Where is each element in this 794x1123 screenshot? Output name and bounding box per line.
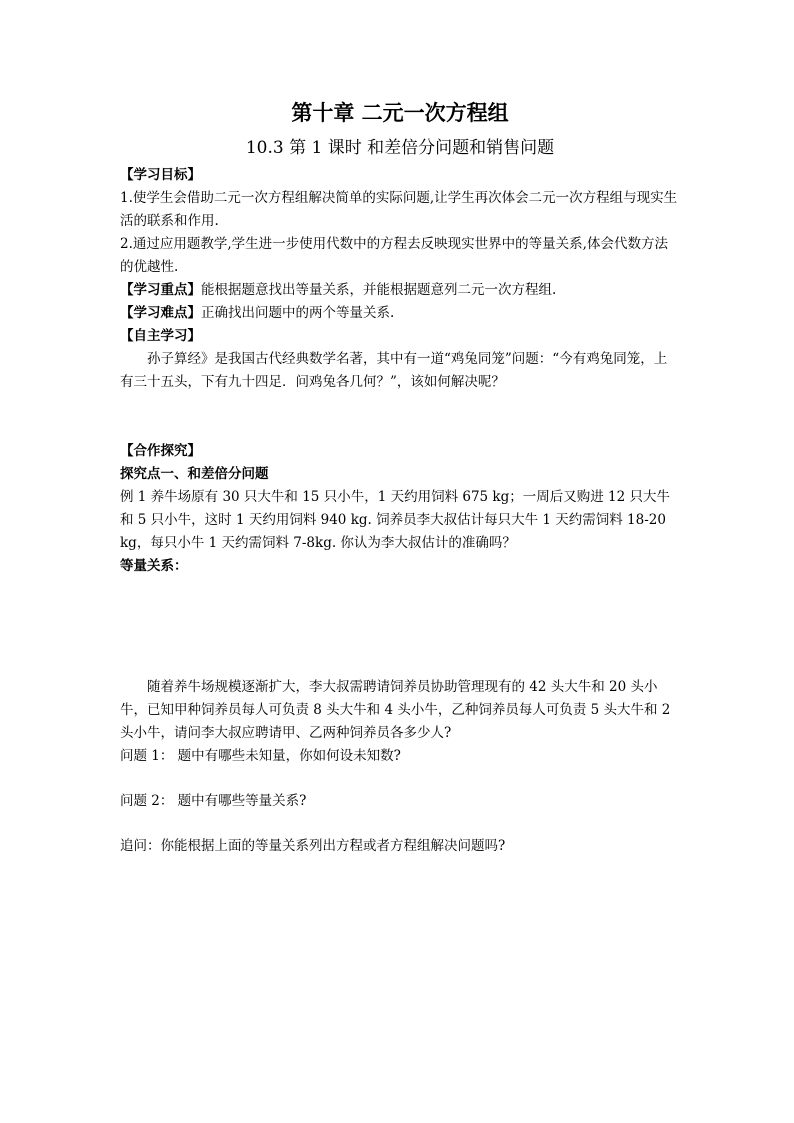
example-1-text: 例 1 养牛场原有 30 只大牛和 15 只小牛，1 天约用饲料 675 kg；一周后又购进 12 只大牛和 5 只小牛，这时 1 天约用饲料 940 kg. 饲养员李大叔估计每只大牛 1 天约需饲料 18-20 kg，每只小牛 1 天约需饲料 7-8kg. 你认为李大叔估计的准确吗？ (120, 489, 671, 551)
question-3: 追问：你能根据上面的等量关系列出方程或者方程组解决问题吗? (120, 838, 506, 854)
chapter-title: 第十章 二元一次方程组 (291, 100, 509, 125)
followup-problem: 随着养牛场规模逐渐扩大，李大叔需聘请饲养员协助管理现有的 42 头大牛和 20 头小牛，已知甲种饲养员每人可负责 8 头大牛和 4 头小牛，乙种饲养员每人可负责 5 头大牛和 2 头小牛，请问李大叔应聘请甲、乙两种饲养员各多少人? (120, 679, 671, 741)
self-study-text: 孙子算经》是我国古代经典数学名著，其中有一道“鸡兔同笼”问题：“今有鸡兔同笼，上有三十五头，下有九十四足．问鸡兔各几何？”，该如何解决呢？ (120, 351, 668, 390)
question-2-space (120, 813, 680, 835)
lesson-subtitle: 10.3 第 1 课时 和差倍分问题和销售问题 (245, 138, 555, 158)
key-point-label: 【学习重点】 (120, 282, 201, 298)
relation-answer-space (120, 578, 680, 676)
difficulty-point (120, 302, 680, 325)
objective-item-1: 1.使学生会借助二元一次方程组解决简单的实际问题,让学生再次体会二元一次方程组与现实生活的联系和作用. (120, 190, 678, 229)
key-point-text: 能根据题意找出等量关系，并能根据题意列二元一次方程组. (201, 282, 557, 298)
self-study-heading: 【自主学习】 (120, 328, 201, 344)
document-content (120, 98, 680, 858)
key-point (120, 279, 680, 302)
objectives-heading: 【学习目标】 (120, 167, 201, 183)
answer-space (120, 394, 680, 440)
difficulty-label: 【学习难点】 (120, 305, 201, 321)
relation-label: 等量关系： (120, 558, 188, 574)
objective-item-2: 2.通过应用题教学,学生进一步使用代数中的方程去反映现实世界中的等量关系,体会代数方法的优越性. (120, 236, 668, 275)
cooperative-heading: 【合作探究】 (120, 443, 201, 459)
difficulty-text: 正确找出问题中的两个等量关系. (201, 305, 395, 321)
question-2: 问题 2： 题中有哪些等量关系? (120, 793, 307, 809)
question-1-space (120, 768, 680, 790)
inquiry-point-title: 探究点一、和差倍分问题 (120, 466, 269, 482)
question-1: 问题 1： 题中有哪些未知量，你如何设未知数? (120, 748, 401, 764)
